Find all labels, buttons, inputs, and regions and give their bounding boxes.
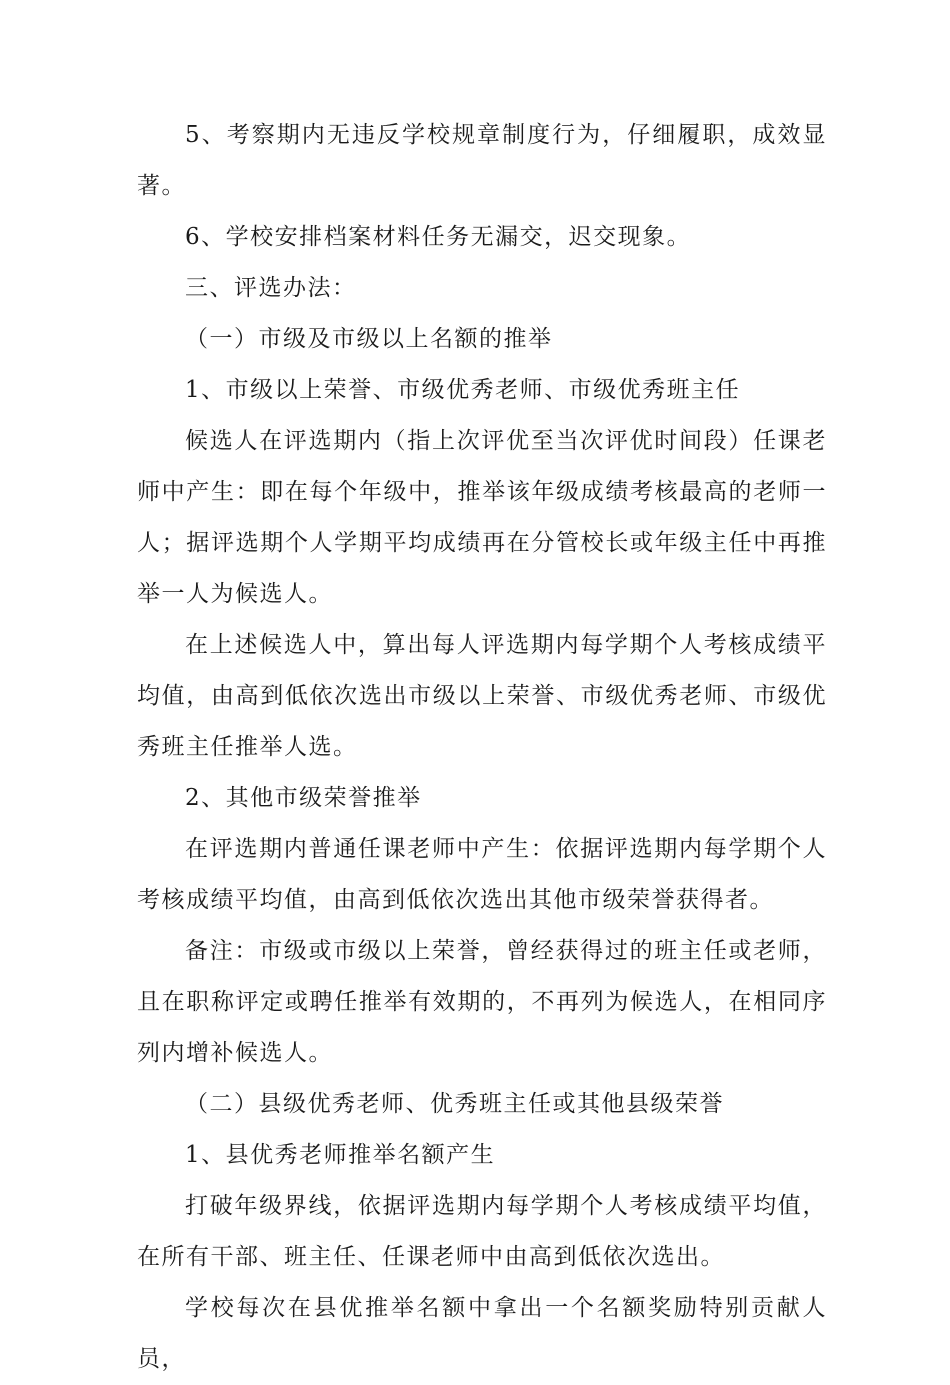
paragraph-candidate-selection: 候选人在评选期内（指上次评优至当次评优时间段）任课老师中产生：即在每个年级中，推举该年级成绩考核最高的老师一人；据评选期个人学期平均成绩再在分管校长或年级主任中再推举一人为候选人。 bbox=[137, 428, 827, 607]
paragraph-criterion-6: 6、学校安排档案材料任务无漏交，迟交现象。 bbox=[185, 224, 692, 250]
item-heading-county-quota: 1、县优秀老师推举名额产生 bbox=[185, 1142, 496, 1168]
paragraph-ranking-method: 在上述候选人中，算出每人评选期内每学期个人考核成绩平均值，由高到低依次选出市级以上荣誉、市级优秀老师、市级优秀班主任推举人选。 bbox=[137, 632, 827, 760]
item-heading-city-honors: 1、市级以上荣誉、市级优秀老师、市级优秀班主任 bbox=[185, 377, 741, 403]
paragraph-special-contribution: 学校每次在县优推举名额中拿出一个名额奖励特别贡献人员， bbox=[137, 1295, 827, 1372]
subsection-heading-city-level: （一）市级及市级以上名额的推举 bbox=[185, 326, 553, 352]
item-heading-other-city-honors: 2、其他市级荣誉推举 bbox=[185, 785, 422, 811]
paragraph-criterion-5: 5、考察期内无违反学校规章制度行为，仔细履职，成效显著。 bbox=[137, 122, 827, 199]
section-heading-selection-method: 三、评选办法： bbox=[185, 275, 357, 301]
paragraph-remark: 备注：市级或市级以上荣誉，曾经获得过的班主任或老师，且在职称评定或聘任推举有效期的，不再列为候选人，在相同序列内增补候选人。 bbox=[137, 938, 827, 1066]
paragraph-other-city-honors: 在评选期内普通任课老师中产生：依据评选期内每学期个人考核成绩平均值，由高到低依次选出其他市级荣誉获得者。 bbox=[137, 836, 827, 913]
paragraph-county-selection: 打破年级界线，依据评选期内每学期个人考核成绩平均值，在所有干部、班主任、任课老师中由高到低依次选出。 bbox=[137, 1193, 827, 1270]
subsection-heading-county-level: （二）县级优秀老师、优秀班主任或其他县级荣誉 bbox=[185, 1091, 724, 1117]
